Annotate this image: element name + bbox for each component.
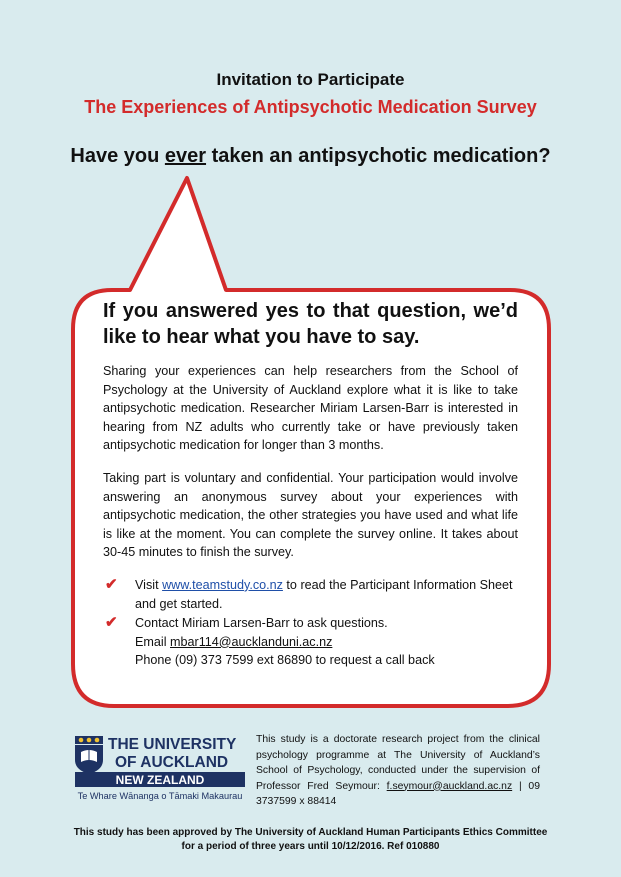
supervisor-phone: | 09 3737599 x 88414 <box>256 780 540 807</box>
invitation-title: Invitation to Participate <box>216 70 405 89</box>
logo-line3: NEW ZEALAND <box>115 773 205 787</box>
checklist-item-contact <box>103 614 518 670</box>
university-logo <box>73 734 245 804</box>
question-emphasis: ever <box>164 145 207 167</box>
study-note <box>256 732 540 810</box>
question-part-before: Have you <box>70 145 165 167</box>
checklist-item-visit <box>103 576 518 613</box>
crest-icon <box>75 736 103 774</box>
question-part-after: taken an antipsychotic medication? <box>206 145 551 167</box>
checkmark-icon: ✔ <box>105 614 118 632</box>
participation-paragraph: Taking part is voluntary and confidential. Your participation would involve answering an anonymous survey about your experiences with antipsychotic medication, the other strategies you have used and what life is like at the moment. You can complete the survey online. It takes about 30-45 minutes to finish the survey. <box>103 470 518 560</box>
footer-line1: This study has been approved by The University of Auckland Human Participants Ethics Committee <box>73 827 548 838</box>
visit-text-before: Visit <box>135 577 163 592</box>
logo-line1: THE UNIVERSITY <box>108 736 237 753</box>
email-label: Email <box>135 634 170 649</box>
contact-text: Contact Miriam Larsen-Barr to ask questions. <box>135 616 388 631</box>
logo-line4: Te Whare Wānanga o Tāmaki Makaurau <box>77 791 243 801</box>
bubble-headline: If you answered yes to that question, we’d like to hear what you have to say. <box>103 300 518 348</box>
survey-title: The Experiences of Antipsychotic Medication Survey <box>84 97 537 117</box>
description-paragraph: Sharing your experiences can help researchers from the School of Psychology at the University of Auckland explore what it is like to take antipsychotic medication. Researcher Miriam Larsen-Barr is interested in hearing from NZ adults who currently take or have previously taken antipsychotic medication for longer than 3 months. <box>103 364 518 453</box>
email-line <box>135 633 518 652</box>
checkmark-icon: ✔ <box>105 575 118 593</box>
phone-line: Phone (09) 373 7599 ext 86890 to request a call back <box>135 653 435 668</box>
website-link[interactable]: www.teamstudy.co.nz <box>162 577 283 592</box>
visit-text-after: to read the Participant Information Sheet and get started. <box>135 577 513 611</box>
study-note-text: This study is a doctorate research project from the clinical psychology programme at The University of Auckland’s School of Psychology, conducted under the supervision of Professor Fred Seymour: <box>256 734 540 792</box>
logo-line2: OF AUCKLAND <box>115 754 229 771</box>
ethics-footer <box>0 826 621 854</box>
bubble-content <box>103 298 518 670</box>
contact-email-link[interactable]: mbar114@aucklanduni.ac.nz <box>170 634 333 649</box>
footer-line2: for a period of three years until 10/12/2016. Ref 010880 <box>181 841 440 852</box>
supervisor-email-link[interactable]: f.seymour@auckland.ac.nz <box>386 780 513 792</box>
